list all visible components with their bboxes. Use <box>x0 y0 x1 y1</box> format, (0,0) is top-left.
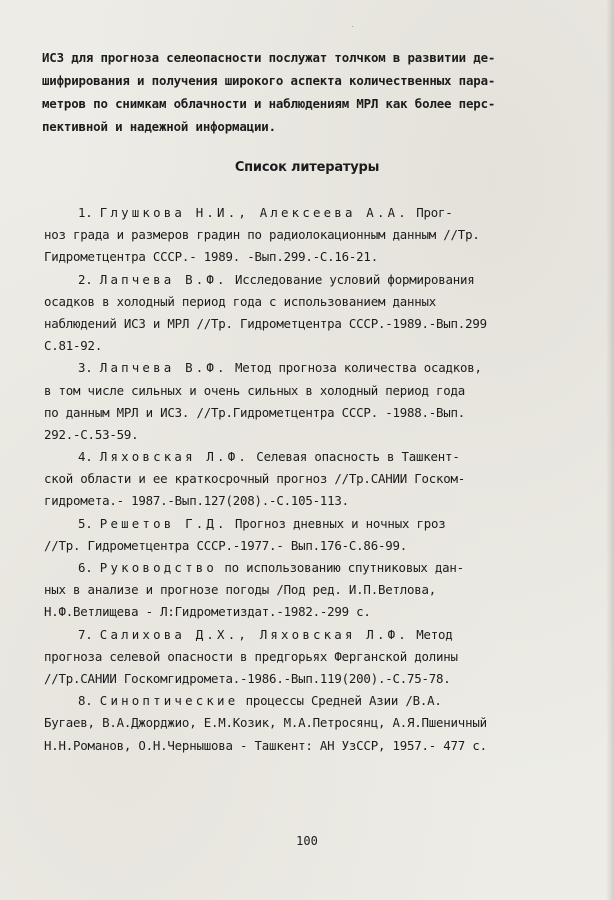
reference-title-start: Прог- <box>408 205 453 220</box>
reference-number: 4. <box>78 449 93 465</box>
reference-line: Бугаев, В.А.Джорджио, Е.М.Козик, М.А.Петросянц, А.Я.Пшеничный <box>44 715 487 731</box>
intro-line: шифрирования и получения широкого аспекта количественных пара- <box>42 73 496 88</box>
reference-line: Н.Н.Романов, О.Н.Чернышова - Ташкент: АН УзССР, 1957.- 477 с. <box>44 737 487 753</box>
reference-item <box>44 269 600 358</box>
page-edge-shadow <box>606 0 614 900</box>
reference-line: гидромета.- 1987.-Вып.127(208).-С.105-113. <box>44 493 349 509</box>
reference-line: С.81-92. <box>44 338 103 354</box>
reference-line: прогноза селевой опасности в предгорьях Ферганской долины <box>44 648 458 664</box>
reference-number: 7. <box>78 626 93 642</box>
intro-line: метров по снимкам облачности и наблюдениям МРЛ как более перс- <box>42 96 496 111</box>
reference-title-start: Прогноз дневных и ночных гроз <box>227 515 446 531</box>
reference-number: 5. <box>78 515 93 531</box>
reference-item <box>44 202 600 269</box>
reference-authors: Руководство <box>99 560 218 575</box>
reference-title-start: по использованию спутниковых дан- <box>217 560 464 575</box>
reference-authors: Глушкова Н.И., Алексеева А.А. <box>99 205 409 220</box>
reference-number: 8. <box>78 693 93 709</box>
reference-item <box>44 557 600 624</box>
reference-item <box>44 513 600 557</box>
reference-item <box>44 357 600 446</box>
reference-line: //Тр. Гидрометцентра СССР.-1977.- Вып.176-С.86-99. <box>44 537 407 553</box>
reference-line: //Тр.САНИИ Госкомгидромета.-1986.-Вып.119(200).-С.75-78. <box>44 670 451 686</box>
reference-number: 2. <box>78 271 93 287</box>
reference-line: ской области и ее краткосрочный прогноз //Тр.САНИИ Госком- <box>44 471 466 487</box>
intro-line: ИСЗ для прогноза селеопасности послужат толчком в развитии де- <box>42 50 496 65</box>
reference-line: осадков в холодный период года с использованием данных <box>44 293 437 309</box>
reference-authors: Решетов Г.Д. <box>99 515 228 531</box>
reference-authors: Лапчева В.Ф. <box>99 271 228 287</box>
reference-number: 1. <box>78 205 93 220</box>
reference-line: ных в анализе и прогнозе погоды /Под ред. И.П.Ветлова, <box>44 582 437 598</box>
reference-authors: Салихова Д.Х., Ляховская Л.Ф. <box>99 626 409 642</box>
reference-title-start: Метод <box>408 626 453 642</box>
page-number: 100 <box>296 834 318 848</box>
reference-item <box>44 446 600 513</box>
reference-item <box>44 624 600 691</box>
reference-authors: Синоптические <box>99 693 239 709</box>
reference-line: наблюдений ИСЗ и МРЛ //Тр. Гидрометцентра СССР.-1989.-Вып.299 <box>44 315 487 331</box>
top-mark: ˙ <box>350 26 356 36</box>
reference-line: 292.-С.53-59. <box>44 426 139 442</box>
reference-title-start: процессы Средней Азии /В.А. <box>238 693 442 709</box>
intro-line: пективной и надежной информации. <box>42 119 276 134</box>
references-list <box>44 202 600 757</box>
references-heading: Список литературы <box>234 160 380 175</box>
reference-title-start: Метод прогноза количества осадков, <box>227 360 482 376</box>
intro-paragraph <box>42 46 594 138</box>
reference-line: в том числе сильных и очень сильных в холодный период года <box>44 382 466 398</box>
reference-line: Гидрометцентра СССР.- 1989. -Вып.299.-С.16-21. <box>44 249 378 265</box>
reference-title-start: Селевая опасность в Ташкент- <box>249 449 460 465</box>
reference-line: Н.Ф.Ветлищева - Л:Гидрометиздат.-1982.-299 с. <box>44 604 371 620</box>
reference-line: по данным МРЛ и ИСЗ. //Тр.Гидрометцентра СССР. -1988.-Вып. <box>44 404 466 420</box>
reference-line: ноз града и размеров градин по радиолокационным данным //Тр. <box>44 227 480 243</box>
reference-item <box>44 690 600 757</box>
reference-authors: Ляховская Л.Ф. <box>99 449 250 465</box>
reference-number: 6. <box>78 560 93 575</box>
reference-title-start: Исследование условий формирования <box>227 271 475 287</box>
reference-number: 3. <box>78 360 93 376</box>
reference-authors: Лапчева В.Ф. <box>99 360 228 376</box>
